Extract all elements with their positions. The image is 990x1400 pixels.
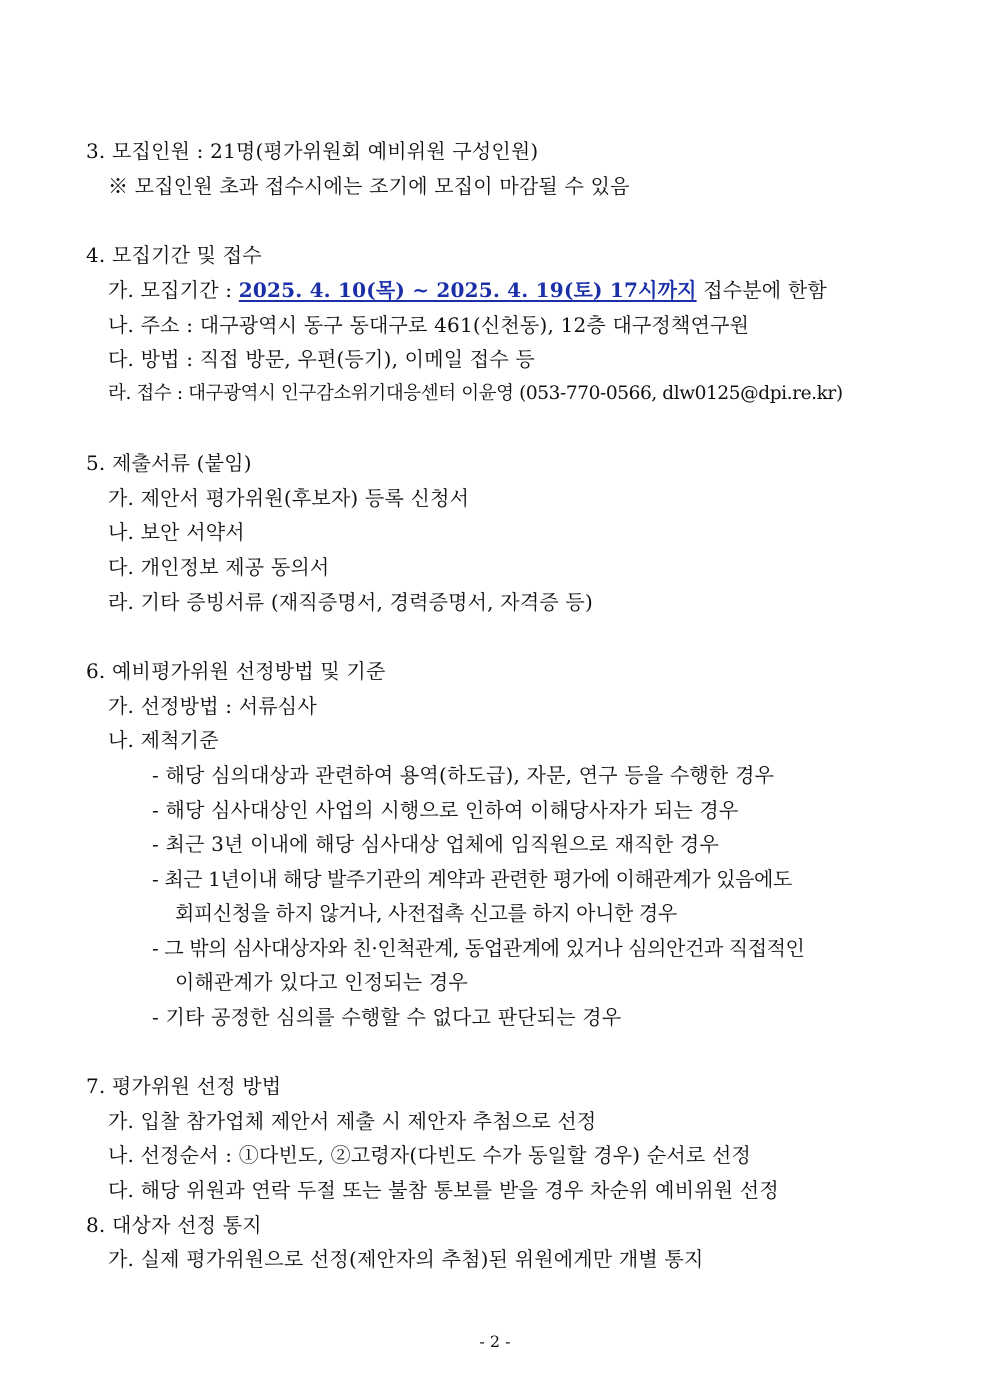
section-8-title: 8. 대상자 선정 통지 bbox=[86, 1213, 262, 1237]
period-suffix: 접수분에 한함 bbox=[696, 278, 827, 302]
section-7-title: 7. 평가위원 선정 방법 bbox=[86, 1074, 282, 1098]
page-number: - 2 - bbox=[479, 1332, 511, 1351]
criteria-item: - 최근 3년 이내에 해당 심사대상 업체에 임직원으로 재직한 경우 bbox=[152, 832, 719, 856]
section-3-note: ※ 모집인원 초과 접수시에는 조기에 모집이 마감될 수 있음 bbox=[108, 174, 630, 198]
section-7-item: 나. 선정순서 : ①다빈도, ②고령자(다빈도 수가 동일할 경우) 순서로 선정 bbox=[108, 1143, 751, 1167]
section-6-title: 6. 예비평가위원 선정방법 및 기준 bbox=[86, 659, 386, 683]
section-5-item: 나. 보안 서약서 bbox=[108, 520, 245, 544]
section-4-title: 4. 모집기간 및 접수 bbox=[86, 243, 262, 267]
section-5-item: 가. 제안서 평가위원(후보자) 등록 신청서 bbox=[108, 486, 470, 510]
section-7-item: 가. 입찰 참가업체 제안서 제출 시 제안자 추첨으로 선정 bbox=[108, 1109, 597, 1133]
section-7-item: 다. 해당 위원과 연락 두절 또는 불참 통보를 받을 경우 차순위 예비위원 선정 bbox=[108, 1178, 779, 1202]
criteria-item: - 해당 심사대상인 사업의 시행으로 인하여 이해당사자가 되는 경우 bbox=[152, 798, 739, 822]
criteria-item: - 그 밖의 심사대상자와 친·인척관계, 동업관계에 있거나 심의안건과 직접적인 bbox=[152, 936, 805, 960]
section-8-item: 가. 실제 평가위원으로 선정(제안자의 추첨)된 위원에게만 개별 통지 bbox=[108, 1247, 704, 1271]
criteria-item-continued: 회피신청을 하지 않거나, 사전접촉 신고를 하지 아니한 경우 bbox=[175, 901, 677, 925]
criteria-item: - 최근 1년이내 해당 발주기관의 계약과 관련한 평가에 이해관계가 있음에도 bbox=[152, 867, 792, 891]
period-prefix: 가. 모집기간 : bbox=[108, 278, 239, 302]
section-5-item: 다. 개인정보 제공 동의서 bbox=[108, 555, 330, 579]
section-6-criteria-title: 나. 제척기준 bbox=[108, 728, 219, 752]
criteria-item-continued: 이해관계가 있다고 인정되는 경우 bbox=[175, 970, 468, 994]
criteria-item: - 해당 심의대상과 관련하여 용역(하도급), 자문, 연구 등을 수행한 경우 bbox=[152, 763, 775, 787]
period-highlight: 2025. 4. 10(목) ~ 2025. 4. 19(토) 17시까지 bbox=[238, 278, 697, 302]
section-3-title: 3. 모집인원 : 21명(평가위원회 예비위원 구성인원) bbox=[86, 139, 539, 163]
section-5-item: 라. 기타 증빙서류 (재직증명서, 경력증명서, 자격증 등) bbox=[108, 590, 593, 614]
section-4-address: 나. 주소 : 대구광역시 동구 동대구로 461(신천동), 12층 대구정책연구원 bbox=[108, 313, 750, 337]
section-4-contact: 라. 접수 : 대구광역시 인구감소위기대응센터 이윤영 (053-770-0566, dlw0125@dpi.re.kr) bbox=[108, 383, 843, 404]
section-5-title: 5. 제출서류 (붙임) bbox=[86, 451, 252, 475]
section-4-period bbox=[108, 276, 827, 304]
section-6-method: 가. 선정방법 : 서류심사 bbox=[108, 694, 317, 718]
section-4-method: 다. 방법 : 직접 방문, 우편(등기), 이메일 접수 등 bbox=[108, 347, 535, 371]
criteria-item: - 기타 공정한 심의를 수행할 수 없다고 판단되는 경우 bbox=[152, 1005, 622, 1029]
